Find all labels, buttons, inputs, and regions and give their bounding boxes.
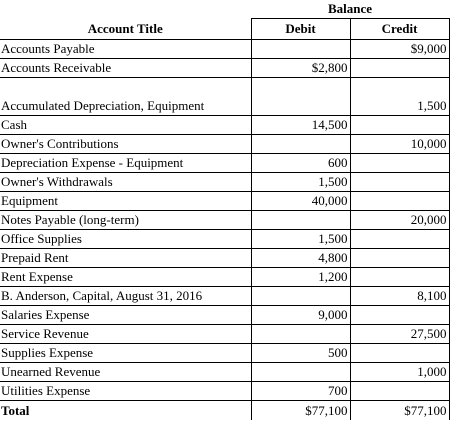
- debit-cell: [251, 78, 350, 116]
- debit-cell: 4,800: [251, 249, 350, 268]
- account-title-cell: Depreciation Expense - Equipment: [0, 154, 251, 173]
- table-row: [0, 287, 449, 306]
- account-title-cell: Office Supplies: [0, 230, 251, 249]
- debit-cell: 600: [251, 154, 350, 173]
- total-label: Total: [1, 402, 30, 418]
- table-body: [0, 40, 449, 421]
- table-row: [0, 268, 449, 287]
- credit-cell: 27,500: [350, 325, 449, 344]
- account-title-cell: Service Revenue: [0, 325, 251, 344]
- debit-cell: 14,500: [251, 116, 350, 135]
- credit-cell: [350, 344, 449, 363]
- total-debit: $77,100: [251, 401, 350, 421]
- table-row: [0, 173, 449, 192]
- account-title-header: Account Title: [0, 19, 251, 40]
- credit-cell: 1,500: [350, 78, 449, 116]
- account-title-cell: Supplies Expense: [0, 344, 251, 363]
- debit-header: Debit: [251, 19, 350, 40]
- credit-cell: [350, 192, 449, 211]
- total-credit: $77,100: [350, 401, 449, 421]
- table-row: [0, 382, 449, 401]
- debit-cell: 1,500: [251, 173, 350, 192]
- table-row: [0, 363, 449, 382]
- credit-cell: [350, 230, 449, 249]
- debit-cell: 500: [251, 344, 350, 363]
- credit-cell: [350, 306, 449, 325]
- table-row: [0, 211, 449, 230]
- account-title-cell: Accumulated Depreciation, Equipment: [0, 78, 251, 116]
- debit-cell: 1,500: [251, 230, 350, 249]
- account-title-cell: Accounts Payable: [0, 40, 251, 59]
- total-row: [0, 401, 449, 421]
- table-row: [0, 230, 449, 249]
- credit-cell: $9,000: [350, 40, 449, 59]
- account-title-cell: Unearned Revenue: [0, 363, 251, 382]
- debit-cell: 700: [251, 382, 350, 401]
- credit-cell: [350, 382, 449, 401]
- balance-band-row: [0, 0, 449, 19]
- debit-cell: [251, 325, 350, 344]
- debit-cell: 9,000: [251, 306, 350, 325]
- table-row: [0, 249, 449, 268]
- credit-cell: [350, 173, 449, 192]
- credit-cell: [350, 154, 449, 173]
- table-row: [0, 154, 449, 173]
- credit-cell: [350, 268, 449, 287]
- table-row: [0, 306, 449, 325]
- credit-cell: 8,100: [350, 287, 449, 306]
- account-title-cell: Owner's Contributions: [0, 135, 251, 154]
- column-header-row: [0, 19, 449, 40]
- debit-cell: [251, 211, 350, 230]
- balance-band-label: Balance: [251, 0, 449, 19]
- debit-cell: [251, 40, 350, 59]
- account-title-cell: Notes Payable (long-term): [0, 211, 251, 230]
- table-row: [0, 192, 449, 211]
- table-row: [0, 59, 449, 78]
- debit-cell: [251, 135, 350, 154]
- table-row: [0, 116, 449, 135]
- account-title-cell: Accounts Receivable: [0, 59, 251, 78]
- credit-cell: 10,000: [350, 135, 449, 154]
- debit-cell: 40,000: [251, 192, 350, 211]
- table-row: [0, 40, 449, 59]
- credit-cell: [350, 249, 449, 268]
- band-spacer: [0, 0, 251, 19]
- debit-cell: [251, 363, 350, 382]
- account-title-cell: Rent Expense: [0, 268, 251, 287]
- table-row: [0, 135, 449, 154]
- debit-cell: [251, 287, 350, 306]
- account-title-cell: Equipment: [0, 192, 251, 211]
- credit-cell: [350, 59, 449, 78]
- debit-cell: $2,800: [251, 59, 350, 78]
- account-title-cell: Cash: [0, 116, 251, 135]
- table-row: [0, 344, 449, 363]
- account-title-cell: Owner's Withdrawals: [0, 173, 251, 192]
- account-title-cell: Utilities Expense: [0, 382, 251, 401]
- account-title-cell: Prepaid Rent: [0, 249, 251, 268]
- debit-cell: 1,200: [251, 268, 350, 287]
- table-row: [0, 78, 449, 116]
- account-title-cell: Salaries Expense: [0, 306, 251, 325]
- credit-cell: 20,000: [350, 211, 449, 230]
- table-row: [0, 325, 449, 344]
- account-title-cell: B. Anderson, Capital, August 31, 2016: [0, 287, 251, 306]
- credit-cell: 1,000: [350, 363, 449, 382]
- credit-cell: [350, 116, 449, 135]
- credit-header: Credit: [350, 19, 449, 40]
